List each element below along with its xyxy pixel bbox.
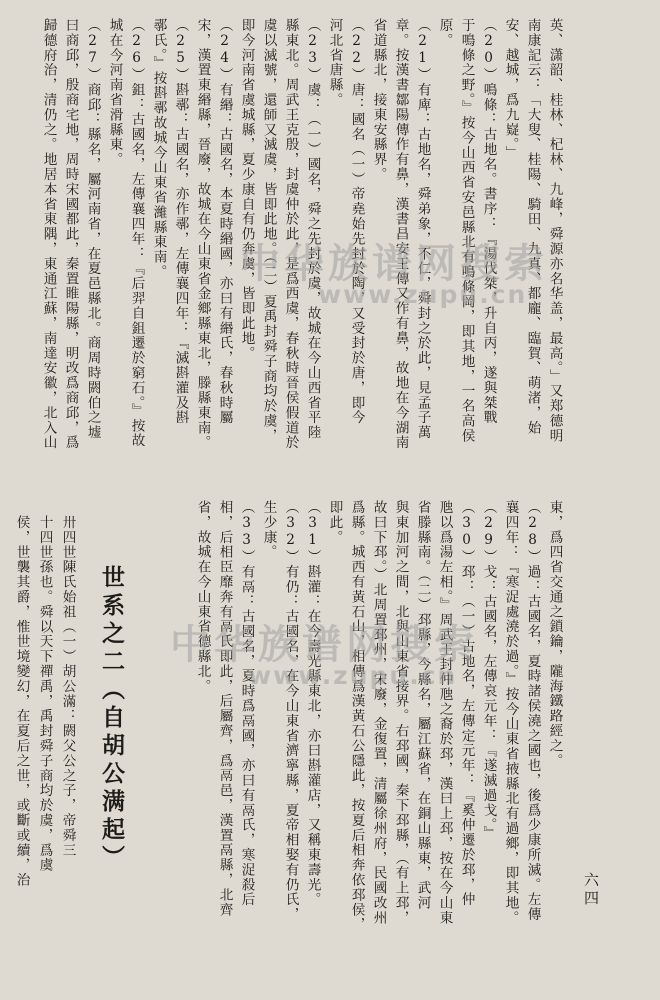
text-column: （27）商邱：縣名，屬河南省，在夏邑縣北。商周時閼伯之墟 [84, 18, 101, 440]
text-column: 歸德府治，清仍之。地居本省東隅，東通江蘇，南達安徽，北入山 [40, 18, 57, 451]
section-heading: 世系之二（自胡公满起） [98, 565, 125, 873]
text-column: （30）邳：（一）古地名，左傳定元年：『奚仲遷於邳，仲 [458, 500, 475, 908]
text-column: 卅四世陳氏始祖（一）胡公滿：閼父公之子，帝舜三 [59, 515, 76, 858]
text-column: （25）斟鄩：古國名，亦作鄩，左傳襄四年：『滅斟灌及斟 [172, 18, 189, 426]
watermark-chinese-lower: 中华族谱网搜索 [170, 622, 478, 668]
text-column: 于鳴條之野。』按今山西省安邑縣北有鳴條岡，即其地，一名高侯 [458, 18, 475, 444]
text-column: 宋，漢置東緡縣，晉廢，故城在今山東省金鄉縣東北，滕縣東南。 [194, 18, 211, 451]
text-column: 即此。 [326, 500, 343, 545]
text-column: （26）鉏：古國名，左傳襄四年：『后羿自鉏遷於窮石。』按故 [128, 18, 145, 449]
text-column: （28）過：古國名，夏時諸侯澆之國也，後爲少康所滅。左傳 [524, 500, 541, 922]
text-column: 南康記云：「大叟、桂陽、騎田、九真、都龐、臨賀、萌渚，始 [524, 18, 541, 436]
text-column: 省，故城在今山東省德縣北。 [194, 500, 211, 694]
text-column: （24）有緡：古國名，本夏時緡國，亦曰有緡氏，春秋時屬 [216, 18, 233, 426]
text-column: 縣東北。周武王克殷，封虞仲於此，是爲西虞，春秋時晉侯假道於 [282, 18, 299, 451]
text-column: （31）斟灌：在今壽光縣東北，亦曰斟灌店，又稱東壽光。 [304, 500, 321, 908]
text-column: 故曰下邳。）北周置邳州，宋廢，金復置，清屬徐州府，民國改州 [370, 500, 387, 926]
text-column: 省滕縣南。（二）邳縣，今縣名，屬江蘇省，在銅山縣東，武河 [414, 500, 431, 911]
text-column: 曰商邱，殷商宅地，周時宋國都此，秦置睢陽縣，明改爲商邱，爲 [62, 18, 79, 451]
page-number: 六四 [582, 872, 600, 908]
text-column: 即今河南省虞城縣，夏少康自有仍奔虞，皆即此地。 [238, 18, 255, 361]
text-column: 安、越城，爲九嶷。」 [502, 18, 519, 161]
text-column: 城在今河南省滑縣東。 [106, 18, 123, 167]
text-column: 十四世孫也。舜以天下禪禹，禹封舜子商均於虞，爲虞 [36, 515, 53, 873]
text-column: 省道縣北，接東安縣界。 [370, 18, 387, 182]
text-column: 相，后相臣靡奔有鬲氏即此，后屬齊，爲鬲邑，漢置鬲縣，北齊 [216, 500, 233, 918]
watermark-english-lower: www.zupu.cn [248, 661, 458, 690]
text-column: 生少康。 [260, 500, 277, 560]
text-column: （32）有仍：古國名，在今山東省濟寧縣，夏帝相娶有仍氏， [282, 500, 299, 922]
text-column: 章。按漢書鄒陽傳作有鼻，漢書昌安王傳又作有鼻，故地在今湖南 [392, 18, 409, 451]
watermark-english: www.zupu.cn [318, 280, 528, 309]
text-column: 虞以滅號，還師又滅虞，皆即此地。（二）夏禹封舜子商均於虞， [260, 18, 277, 444]
watermark-chinese: 中华族谱网搜索 [240, 241, 548, 287]
text-column: 虺以爲湯左相。』周武王封仲虺之裔於邳，漢曰上邳，按在今山東 [436, 500, 453, 926]
text-column: 英、潇韶、桂林、杞林、九峰，舜源亦名华盖，最高。」又郑德明 [546, 18, 563, 444]
text-column: 侯，世襲其爵，惟世境變幻，在夏后之世，或斷或續，治 [13, 515, 30, 888]
text-column: 與東加河之間，北與山東省接界。右邳國，秦下邳縣，（有上邳， [392, 500, 409, 926]
text-column: （29）戈：古國名，左傳哀元年：『遂滅過戈。』 [480, 500, 497, 841]
text-column: 河北省唐縣。 [326, 18, 343, 108]
text-column: （23）虞：（一）國名，舜之先封於虞，故城在今山西省平陸 [304, 18, 321, 440]
text-column: 東，爲四省交通之鎖鑰，隴海鐵路經之。 [546, 500, 563, 769]
text-column: 鄩氏。』按斟鄩故城今山東省濰縣東南。 [150, 18, 167, 280]
text-column: 爲縣。城西有黃石山，相傳爲漢黃石公隱此，按夏后相奔依邳侯， [348, 500, 365, 933]
text-column: 原。 [436, 18, 453, 48]
text-column: （20）鳴條：古地名。書序：『湯伐桀，升自丙，遂與桀戰 [480, 18, 497, 426]
text-column: （22）唐：國名（一）帝堯始先封於陶，又受封於唐，即今 [348, 18, 365, 426]
text-column: 襄四年：『寒浞處澆於過。』按今山東省掖縣北有過鄉，即其地。 [502, 500, 519, 926]
text-column: （33）有鬲：古國名，夏時爲鬲國，亦曰有鬲氏，寒浞殺后 [238, 500, 255, 908]
text-column: （21）有庳：古地名，舜弟象，不仁，舜封之於此，見孟子萬 [414, 18, 431, 440]
